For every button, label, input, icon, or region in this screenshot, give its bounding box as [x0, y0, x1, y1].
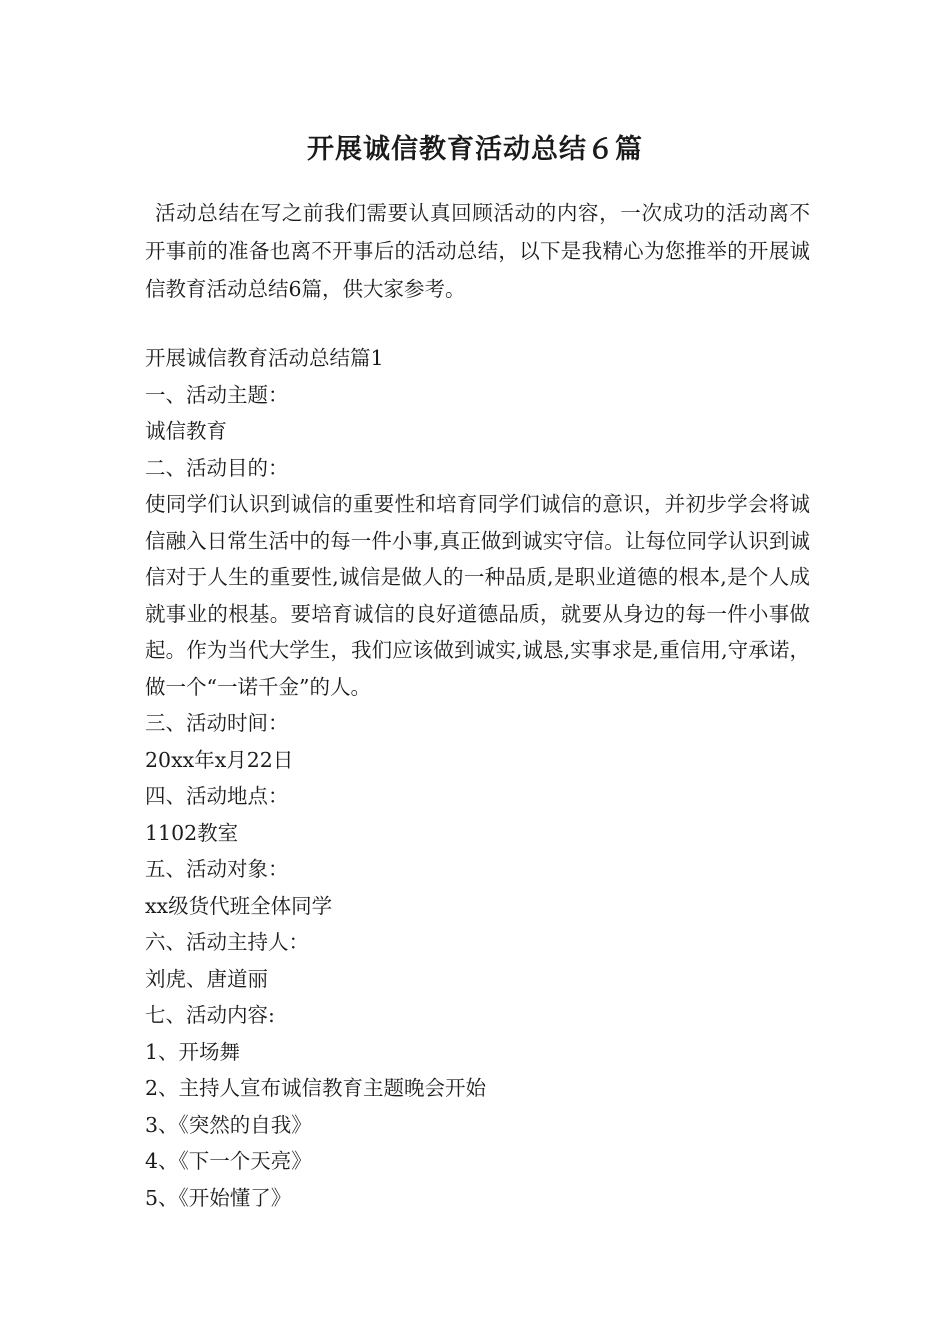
time-label: 三、活动时间：	[145, 711, 289, 735]
purpose-paragraph: 使同学们认识到诚信的重要性和培育同学们诚信的意识，并初步学会将诚信融入日常生活中的每一件小事,真正做到诚实守信。让每位同学认识到诚信对于人生的重要性,诚信是做人的一种品质,是职业道德的根本,是个人成就事业的根基。要培育诚信的良好道德品质，就要从身边的每一件小事做起。作为当代大学生，我们应该做到诚实,诚恳,实事求是,重信用,守承诺，做一个“一诺千金”的人。	[145, 492, 810, 699]
content-item: 1、开场舞	[145, 1039, 241, 1064]
section-heading: 开展诚信教育活动总结篇1	[145, 346, 384, 370]
time-value: 20xx年x月22日	[145, 747, 294, 772]
document-title: 开展诚信教育活动总结６篇	[307, 134, 643, 165]
host-label: 六、活动主持人：	[145, 930, 309, 954]
content-item: 5、《开始懂了》	[145, 1185, 292, 1210]
host-value: 刘虎、唐道丽	[145, 966, 268, 991]
purpose-label: 二、活动目的：	[145, 455, 289, 480]
place-value: 1102教室	[145, 820, 239, 845]
intro-paragraph: 活动总结在写之前我们需要认真回顾活动的内容，一次成功的活动离不开事前的准备也离不开事后的活动总结，以下是我精心为您推举的开展诚信教育活动总结6篇，供大家参考。	[145, 201, 810, 301]
content-item: 2、主持人宣布诚信教育主题晚会开始	[145, 1076, 487, 1100]
audience-value: xx级货代班全体同学	[145, 893, 333, 918]
theme-value: 诚信教育	[145, 419, 227, 443]
place-label: 四、活动地点：	[145, 784, 289, 808]
document-body	[145, 340, 810, 1216]
audience-label: 五、活动对象：	[145, 857, 289, 881]
content-item: 4、《下一个天亮》	[145, 1149, 312, 1173]
theme-label: 一、活动主题：	[145, 382, 289, 407]
content-item: 3、《突然的自我》	[145, 1112, 312, 1137]
content-label: 七、活动内容:	[145, 1003, 275, 1027]
